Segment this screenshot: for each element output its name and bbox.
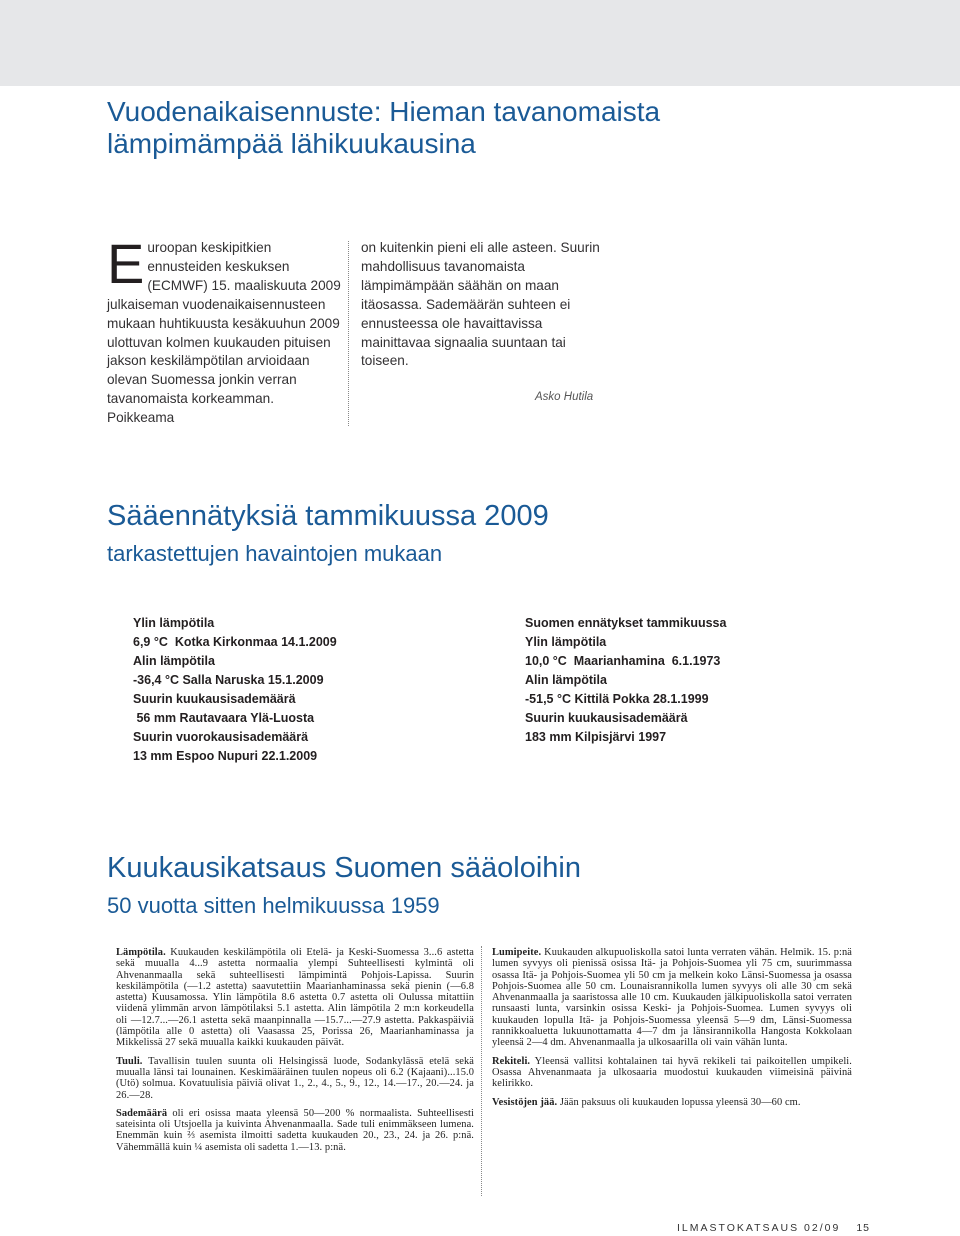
record-line: 56 mm Rautavaara Ylä-Luosta [133, 711, 315, 725]
records-finland-all-time [525, 614, 726, 747]
page-footer [677, 1222, 870, 1234]
review-title: Kuukausikatsaus Suomen sääoloihin [107, 852, 581, 884]
forecast-paragraph-1: uroopan keskipitkien ennusteiden keskuksen (ECMWF) 15. maaliskuuta 2009 julkaiseman vuodenaikaisennusteen mukaan huhtikuusta kesäkuuhun 2009 ulottuvan kolmen kuukauden pituisen jakson keskilämpötilan arvioidaan olevan Suomessa jonkin verran tavanomaista korkeamman. Poikkeama [107, 240, 341, 426]
report-paragraph [492, 947, 852, 1049]
scanned-report-left-column [116, 947, 474, 1160]
forecast-title-line-1: Vuodenaikaisennuste: Hieman tavanomaista [107, 96, 661, 127]
forecast-column-1 [107, 232, 342, 428]
record-line: -36,4 °C Salla Naruska 15.1.2009 [133, 673, 324, 687]
report-paragraph [492, 1056, 852, 1090]
report-paragraph [116, 1056, 474, 1101]
record-line: 13 mm Espoo Nupuri 22.1.2009 [133, 749, 318, 763]
report-label: Sademäärä [116, 1107, 168, 1119]
report-text: Tavallisin tuulen suunta oli Helsingissä luode, Sodankylässä etelä sekä muualla länsi tai lounainen. Keskimääräinen tuulen nopeus oli 6.2 (Kajaani)...15.0 (Utö) solmua. Kovatuulisia päiviä olivat 1., 2., 4., 5., 9., 12., 14.—17., 20.—24. ja 26.—28. [116, 1055, 474, 1101]
record-line: Suomen ennätykset tammikuussa [525, 616, 727, 630]
record-line: Alin lämpötila [133, 654, 215, 668]
report-label: Lämpötila. [116, 947, 166, 958]
record-line: -51,5 °C Kittilä Pokka 28.1.1999 [525, 692, 709, 706]
report-label: Rekiteli. [492, 1055, 531, 1067]
forecast-column-2 [361, 239, 601, 371]
article-author: Asko Hutila [535, 391, 594, 403]
records-subtitle: tarkastettujen havaintojen mukaan [107, 541, 443, 566]
page-number: 15 [856, 1222, 871, 1234]
forecast-title-line-2: lämpimämpää lähikuukausina [107, 128, 476, 160]
report-label: Vesistöjen jää. [492, 1096, 558, 1108]
record-line: Ylin lämpötila [133, 616, 215, 630]
report-text: Kuukauden alkupuoliskolla satoi lunta verraten vähän. Helmik. 15. p:nä lumen syvyys oli pienissä osissa Itä- ja Pohjois-Suomea yli 75 cm, suurimmassa osassa Itä- ja Pohjois-Suomea yli 50 cm ja melkein koko Länsi-Suomessa ja osassa Pohjois-Suomea alle 50 cm. Lounaisrannikolla lumen syvyys oli alle 30 cm sekä Ahvenanmaalla ja saaristossa alle 10 cm. Kuukauden jälkipuoliskolla satoi verraten runsaasti lunta, varsinkin osissa Keski- ja Pohjois-Suomea. Lumen syvyys oli kuukauden lopulla Itä- ja Pohjois-Suomessa yleensä 5—9 dm, Länsi-Suomessa rannikkoaluetta lukuunottamatta 4—7 dm ja länsirannikolla Hangosta Kokkolaan yleensä 2—4 dm. Ahvenanmaalla ja ulkosaarilla oli vain vähän lunta. [492, 947, 852, 1049]
record-line: Suurin vuorokausisademäärä [133, 730, 309, 744]
record-line: Suurin kuukausisademäärä [525, 711, 688, 725]
forecast-paragraph-2: on kuitenkin pieni eli alle asteen. Suurin mahdollisuus tavanomaista lämpimämpään säähän on maan itäosassa. Sademäärän suhteen ei ennusteessa ole havaittavissa mainittavaa signaalia suuntaan tai toiseen. [361, 240, 600, 369]
record-line: 10,0 °C Maarianhamina 6.1.1973 [525, 654, 721, 668]
top-header-band [0, 0, 960, 86]
review-subtitle: 50 vuotta sitten helmikuussa 1959 [107, 893, 440, 918]
forecast-title [107, 96, 827, 160]
report-column-divider [481, 946, 482, 1196]
report-label: Tuuli. [116, 1055, 143, 1067]
report-text: Yleensä vallitsi kohtalainen tai hyvä rekikeli tai paikoitellen umpikeli. Osassa Ahvenanmaata ja ulkosaaria muodostui kuukauden viimeisinä päivinä kelirikko. [492, 1055, 852, 1090]
report-text: Kuukauden keskilämpötila oli Etelä- ja Keski-Suomessa 3...6 astetta sekä muualla 4...9 astetta normaalia ylempi Suhteellisesti kylmintä oli Ahvenanmaalla sekä suhteellisesti lämpimintä Pohjois-Lapissa. Suurin keskilämpötila (—1.2 astetta) saavutettiin Maarianhaminassa sekä pienin (—6.8 astetta) Kuusamossa. Ylin lämpötila 8.6 astetta 0.7 astetta oli Oulussa mitattiin viidenä ylimmän arvon lämpötilaksi 5.1 astetta. Alin lämpötila 2 m:n korkeudella oli —12.7...—26.1 astetta sekä maanpinnalla —15.7...—27.9 astetta. Pakkaspäiviä (lämpötila alle 0 astetta) oli Vaasassa 25, Porissa 26, Maarianhaminassa ja Mikkelissä 27 sekä muualla kaikki kuukauden päivät. [116, 947, 474, 1049]
report-text: Jään paksuus oli kuukauden lopussa yleensä 30—60 cm. [557, 1096, 801, 1108]
record-line: 183 mm Kilpisjärvi 1997 [525, 730, 667, 744]
record-line: 6,9 °C Kotka Kirkonmaa 14.1.2009 [133, 635, 337, 649]
record-line: Alin lämpötila [525, 673, 607, 687]
record-line: Suurin kuukausisademäärä [133, 692, 296, 706]
report-label: Lumipeite. [492, 947, 542, 958]
record-line: Ylin lämpötila [525, 635, 607, 649]
report-paragraph [116, 1108, 474, 1153]
records-title: Sääennätyksiä tammikuussa 2009 [107, 500, 549, 532]
column-divider [348, 241, 349, 426]
report-paragraph [116, 947, 474, 1049]
scanned-report-right-column [492, 947, 852, 1115]
drop-cap: E [107, 232, 145, 295]
publication-name: ILMASTOKATSAUS 02/09 [677, 1222, 841, 1234]
report-text: oli eri osissa maata yleensä 50—200 % normaalista. Suhteellisesti sateisinta oli Utsjoella ja kuivinta Ahvenanmaalla. Sade tuli enimmäkseen lumena. Enemmän kuin ⅔ asemista ilmoitti sadetta kuukauden 20., 23., 24. ja 26. p:nä. Vähemmällä kuin ¼ asemista oli sadetta 1.—13. p:nä. [116, 1107, 474, 1153]
records-january-2009 [133, 614, 337, 766]
report-paragraph [492, 1097, 852, 1108]
